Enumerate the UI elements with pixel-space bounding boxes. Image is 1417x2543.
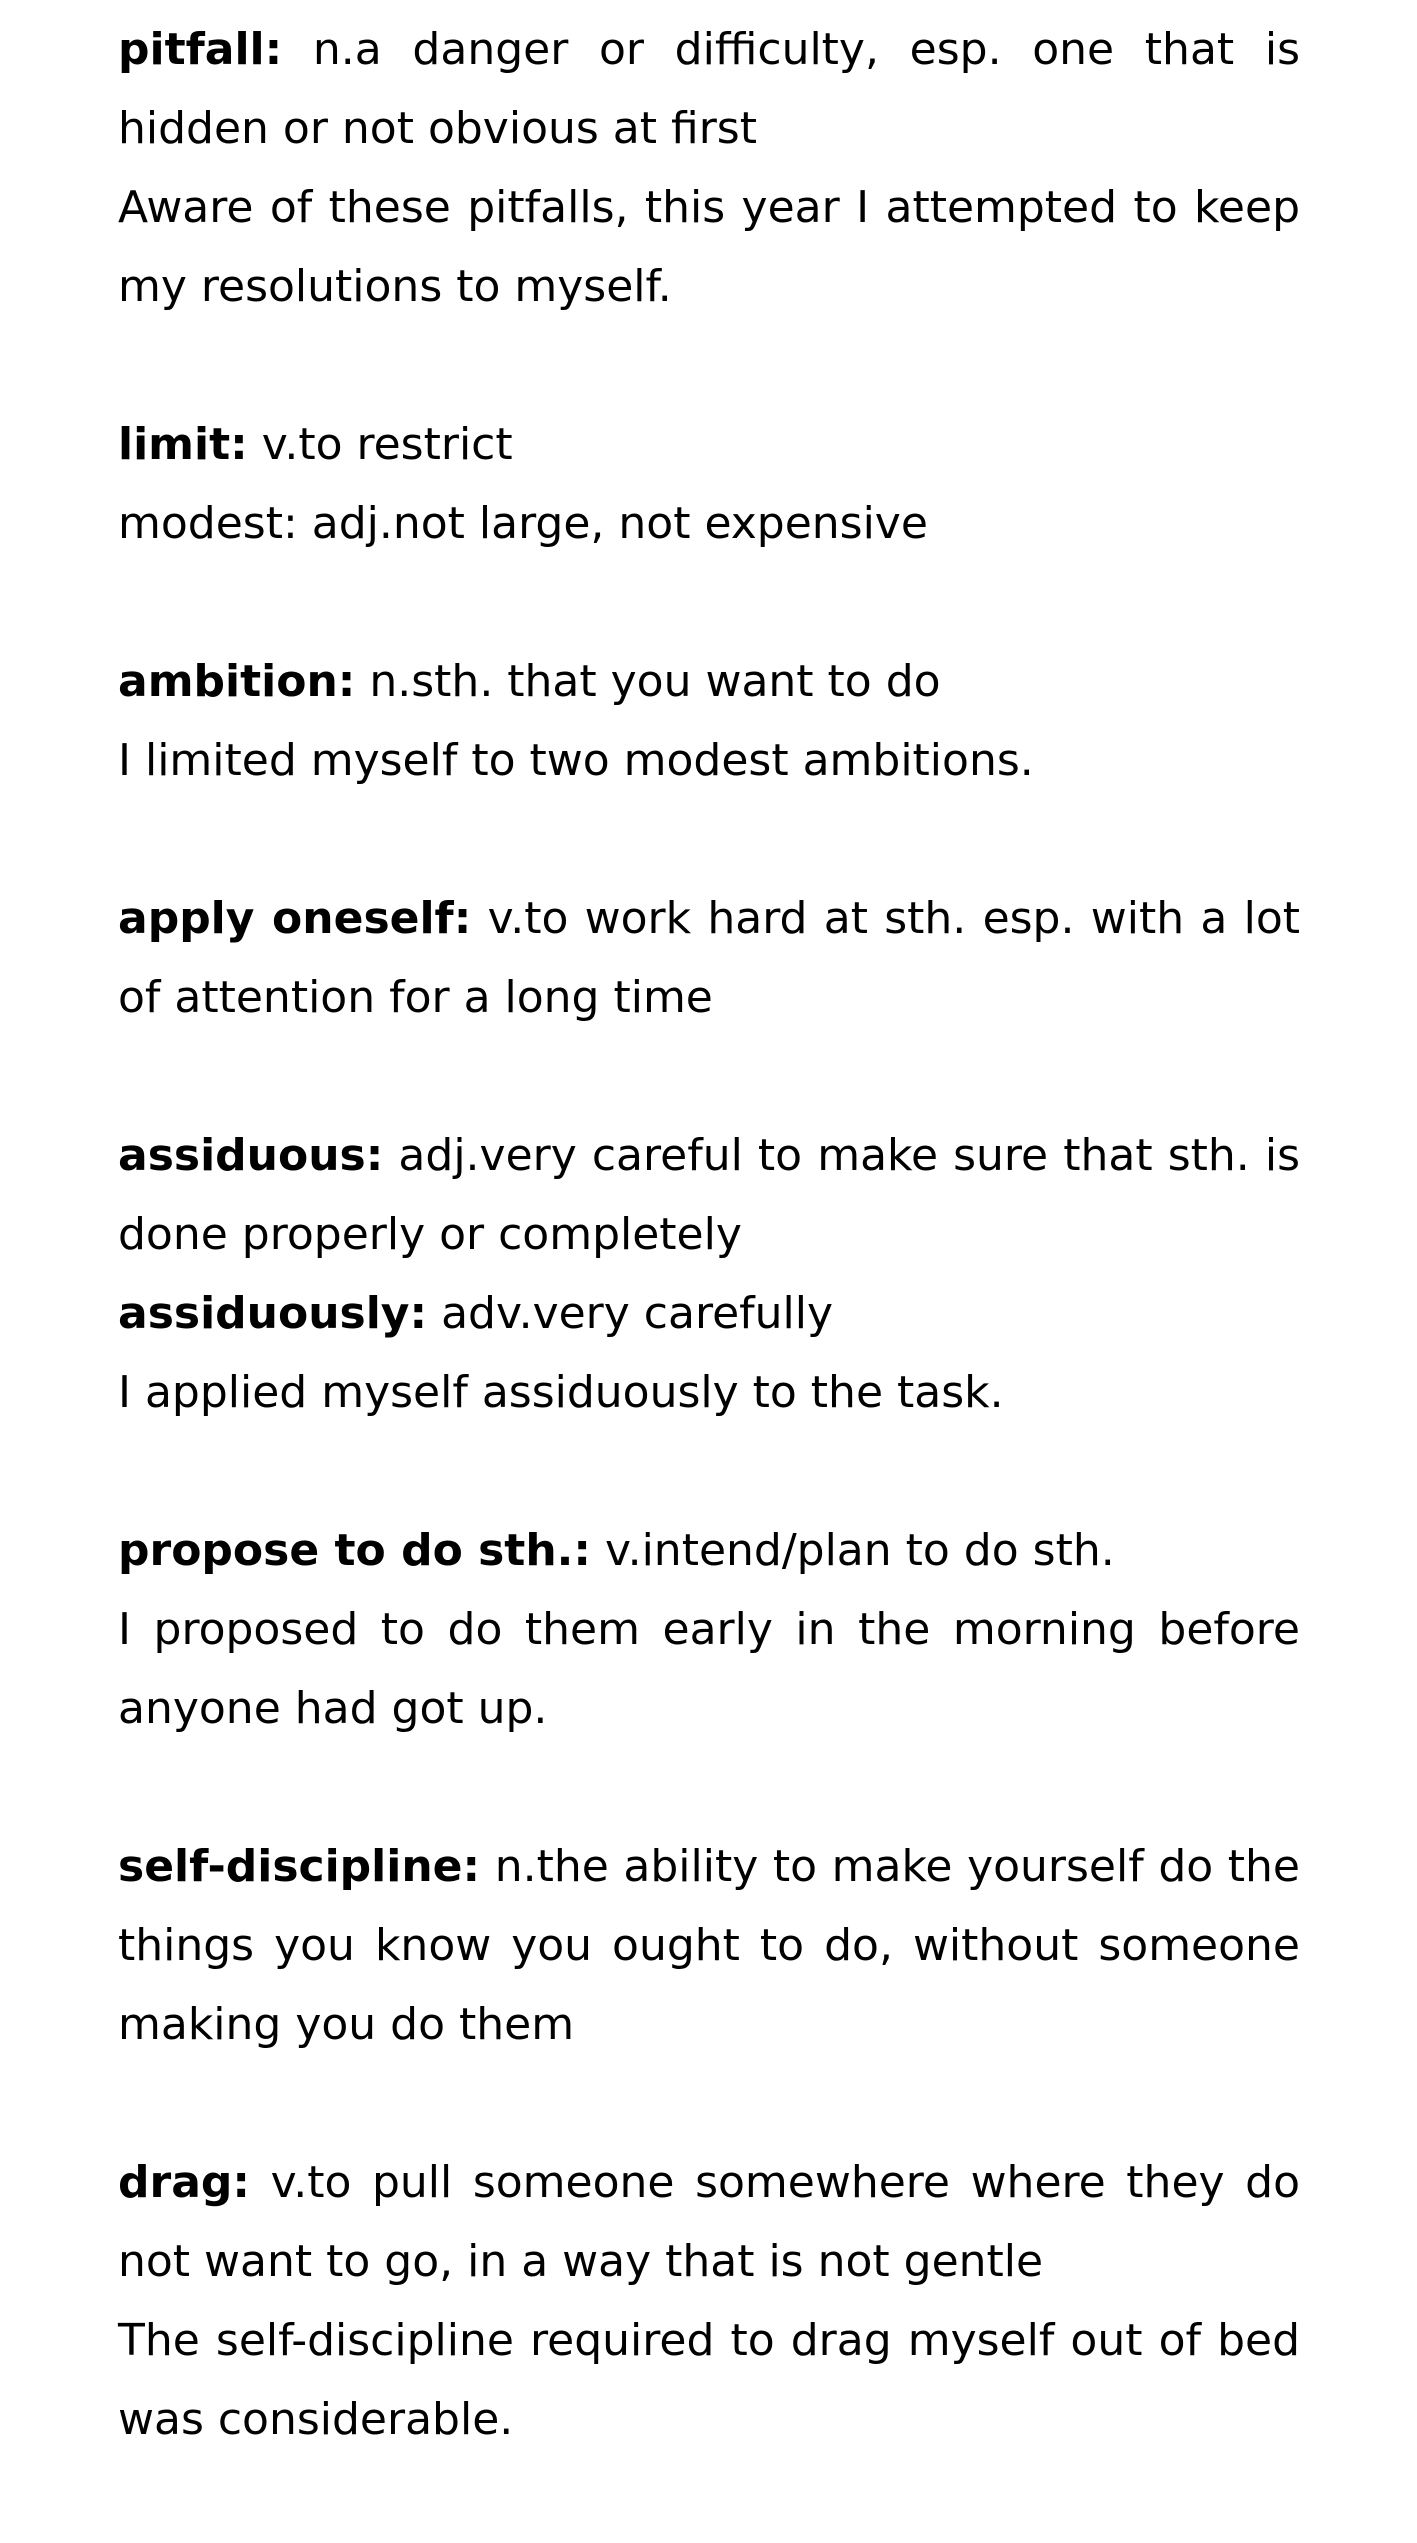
definition-line (118, 1116, 1300, 1274)
definition-text: adv.very carefully (427, 1288, 834, 1339)
vocab-term: apply oneself: (118, 893, 472, 944)
example-sentence (118, 1353, 1300, 1432)
vocab-term: assiduously: (118, 1288, 428, 1339)
definition-text: v.intend/plan to do sth. (590, 1525, 1115, 1576)
definition-text: n.the ability to make yourself do the things you know you ought to do, without someone making you do them (118, 1841, 1300, 2050)
definition-line (118, 642, 1300, 721)
definition-text: v.to pull someone somewhere where they do not want to go, in a way that is not gentle (118, 2157, 1300, 2287)
vocab-entry-pitfall (118, 10, 1300, 326)
vocab-term: self-discipline: (118, 1841, 481, 1892)
vocab-term: limit: (118, 419, 248, 470)
definition-line-modest (118, 484, 1300, 563)
vocab-entry-propose (118, 1511, 1300, 1748)
example-text: I proposed to do them early in the morning before anyone had got up. (118, 1604, 1300, 1734)
definition-line (118, 405, 1300, 484)
example-sentence (118, 2301, 1300, 2459)
vocab-entry-limit (118, 405, 1300, 563)
example-sentence (118, 1590, 1300, 1748)
vocab-entry-ambition (118, 642, 1300, 800)
example-text: I applied myself assiduously to the task. (118, 1367, 1004, 1418)
definition-text: n.sth. that you want to do (355, 656, 941, 707)
example-sentence (118, 168, 1300, 326)
vocab-term: ambition: (118, 656, 356, 707)
example-sentence (118, 721, 1300, 800)
definition-line (118, 1511, 1300, 1590)
definition-line (118, 10, 1300, 168)
vocab-term: assiduous: (118, 1130, 384, 1181)
definition-line (118, 879, 1300, 1037)
vocab-term: drag: (118, 2157, 250, 2208)
vocab-entry-assiduous (118, 1116, 1300, 1432)
example-text: I limited myself to two modest ambitions. (118, 735, 1034, 786)
definition-line (118, 1827, 1300, 2064)
definition-line (118, 2143, 1300, 2301)
definition-text: v.to restrict (247, 419, 513, 470)
example-text: Aware of these pitfalls, this year I attempted to keep my resolutions to myself. (118, 182, 1300, 312)
vocab-term: propose to do sth.: (118, 1525, 591, 1576)
definition-line-assiduously (118, 1274, 1300, 1353)
definition-text: modest: adj.not large, not expensive (118, 498, 928, 549)
example-text: The self-discipline required to drag myself out of bed was considerable. (118, 2315, 1300, 2445)
definition-text: n.a danger or difficulty, esp. one that is hidden or not obvious at first (118, 24, 1300, 154)
definition-text: v.to work hard at sth. esp. with a lot of attention for a long time (118, 893, 1300, 1023)
vocabulary-document (118, 10, 1300, 2459)
vocab-entry-apply-oneself (118, 879, 1300, 1037)
definition-text: adj.very careful to make sure that sth. is done properly or completely (118, 1130, 1300, 1260)
vocab-term: pitfall: (118, 24, 283, 75)
vocab-entry-drag (118, 2143, 1300, 2459)
vocab-entry-self-discipline (118, 1827, 1300, 2064)
